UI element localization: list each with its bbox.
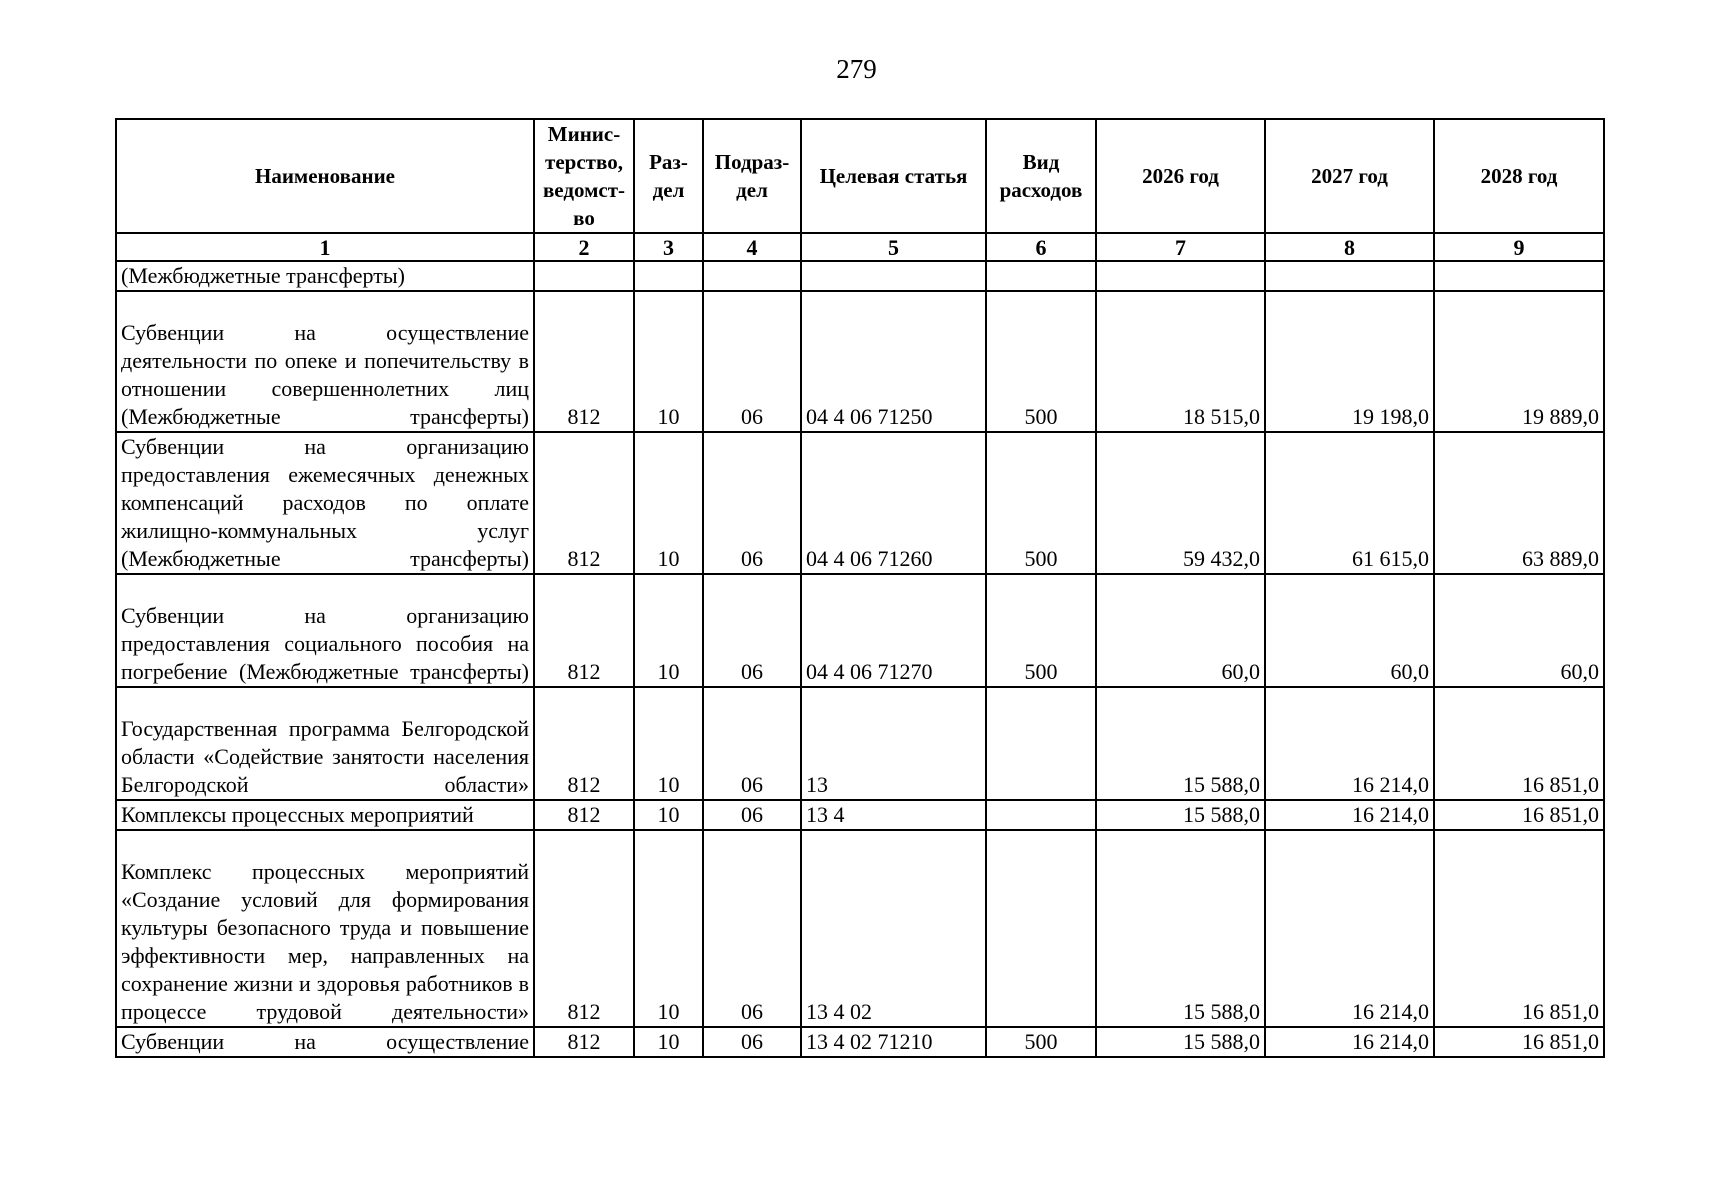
row-ministry: 812 [534, 1027, 634, 1057]
row-subsection: 06 [703, 800, 801, 830]
row-name: Субвенции на осуществление [116, 1027, 534, 1057]
row-ministry [534, 261, 634, 291]
row-target-article: 13 4 02 71210 [801, 1027, 986, 1057]
column-number: 7 [1096, 233, 1265, 261]
row-amount-2027: 16 214,0 [1265, 800, 1434, 830]
column-number: 2 [534, 233, 634, 261]
row-amount-2027: 19 198,0 [1265, 291, 1434, 432]
row-amount-2026: 18 515,0 [1096, 291, 1265, 432]
row-subsection: 06 [703, 291, 801, 432]
row-subsection: 06 [703, 432, 801, 574]
row-expense-kind: 500 [986, 1027, 1096, 1057]
row-amount-2028: 60,0 [1434, 574, 1604, 687]
table-row [116, 800, 1604, 830]
header-subsection: Подраз-дел [703, 119, 801, 233]
row-expense-kind [986, 687, 1096, 800]
row-amount-2028: 63 889,0 [1434, 432, 1604, 574]
header-year-2027: 2027 год [1265, 119, 1434, 233]
row-amount-2028 [1434, 261, 1604, 291]
header-section: Раз-дел [634, 119, 703, 233]
table-row [116, 1027, 1604, 1057]
row-ministry: 812 [534, 291, 634, 432]
column-number: 3 [634, 233, 703, 261]
row-amount-2028: 16 851,0 [1434, 830, 1604, 1027]
row-target-article: 13 [801, 687, 986, 800]
column-number: 1 [116, 233, 534, 261]
header-year-2026: 2026 год [1096, 119, 1265, 233]
column-number: 5 [801, 233, 986, 261]
header-name: Наименование [116, 119, 534, 233]
row-amount-2027: 16 214,0 [1265, 1027, 1434, 1057]
row-subsection: 06 [703, 687, 801, 800]
row-section: 10 [634, 574, 703, 687]
column-number-row [116, 233, 1604, 261]
row-name: Комплекс процессных мероприятий «Создание условий для формирования культуры безопасного труда и повышение эффективности мер, направленных на сохранение жизни и здоровья работников в процессе трудовой деятельности» [116, 830, 534, 1027]
row-ministry: 812 [534, 800, 634, 830]
row-amount-2026: 15 588,0 [1096, 800, 1265, 830]
row-ministry: 812 [534, 574, 634, 687]
row-target-article [801, 261, 986, 291]
table-row [116, 830, 1604, 1027]
row-subsection: 06 [703, 830, 801, 1027]
row-amount-2026: 15 588,0 [1096, 687, 1265, 800]
row-amount-2026 [1096, 261, 1265, 291]
row-subsection [703, 261, 801, 291]
column-number: 9 [1434, 233, 1604, 261]
row-name: Субвенции на организацию предоставления ежемесячных денежных компенсаций расходов по оплате жилищно-коммунальных услуг (Межбюджетные трансферты) [116, 432, 534, 574]
row-section: 10 [634, 432, 703, 574]
row-amount-2026: 15 588,0 [1096, 830, 1265, 1027]
row-ministry: 812 [534, 830, 634, 1027]
row-name: Субвенции на осуществление деятельности по опеке и попечительству в отношении совершеннолетних лиц (Межбюджетные трансферты) [116, 291, 534, 432]
row-amount-2027: 16 214,0 [1265, 830, 1434, 1027]
row-name: Комплексы процессных мероприятий [116, 800, 534, 830]
row-target-article: 04 4 06 71270 [801, 574, 986, 687]
row-amount-2027 [1265, 261, 1434, 291]
row-amount-2026: 59 432,0 [1096, 432, 1265, 574]
row-section: 10 [634, 291, 703, 432]
row-amount-2028: 16 851,0 [1434, 1027, 1604, 1057]
row-amount-2028: 19 889,0 [1434, 291, 1604, 432]
header-ministry: Минис-терство, ведомст-во [534, 119, 634, 233]
row-subsection: 06 [703, 1027, 801, 1057]
row-name: Государственная программа Белгородской области «Содействие занятости населения Белгородской области» [116, 687, 534, 800]
table-row [116, 687, 1604, 800]
row-section [634, 261, 703, 291]
row-target-article: 04 4 06 71260 [801, 432, 986, 574]
row-target-article: 13 4 [801, 800, 986, 830]
header-row [116, 119, 1604, 233]
row-amount-2028: 16 851,0 [1434, 687, 1604, 800]
row-target-article: 13 4 02 [801, 830, 986, 1027]
row-amount-2026: 15 588,0 [1096, 1027, 1265, 1057]
row-name: Субвенции на организацию предоставления социального пособия на погребение (Межбюджетные трансферты) [116, 574, 534, 687]
row-amount-2027: 16 214,0 [1265, 687, 1434, 800]
row-amount-2028: 16 851,0 [1434, 800, 1604, 830]
column-number: 4 [703, 233, 801, 261]
row-section: 10 [634, 830, 703, 1027]
row-target-article: 04 4 06 71250 [801, 291, 986, 432]
budget-table [115, 118, 1605, 1058]
row-section: 10 [634, 687, 703, 800]
table-row [116, 291, 1604, 432]
row-expense-kind [986, 261, 1096, 291]
row-expense-kind: 500 [986, 574, 1096, 687]
row-name: (Межбюджетные трансферты) [116, 261, 534, 291]
header-expense-kind: Вид расходов [986, 119, 1096, 233]
row-ministry: 812 [534, 432, 634, 574]
header-target-article: Целевая статья [801, 119, 986, 233]
column-number: 6 [986, 233, 1096, 261]
row-amount-2027: 60,0 [1265, 574, 1434, 687]
row-expense-kind [986, 800, 1096, 830]
table-row [116, 432, 1604, 574]
table-row [116, 574, 1604, 687]
row-subsection: 06 [703, 574, 801, 687]
table-row [116, 261, 1604, 291]
page-number: 279 [836, 54, 877, 84]
row-amount-2026: 60,0 [1096, 574, 1265, 687]
row-expense-kind: 500 [986, 291, 1096, 432]
column-number: 8 [1265, 233, 1434, 261]
row-expense-kind: 500 [986, 432, 1096, 574]
row-amount-2027: 61 615,0 [1265, 432, 1434, 574]
header-year-2028: 2028 год [1434, 119, 1604, 233]
row-expense-kind [986, 830, 1096, 1027]
row-ministry: 812 [534, 687, 634, 800]
row-section: 10 [634, 1027, 703, 1057]
row-section: 10 [634, 800, 703, 830]
